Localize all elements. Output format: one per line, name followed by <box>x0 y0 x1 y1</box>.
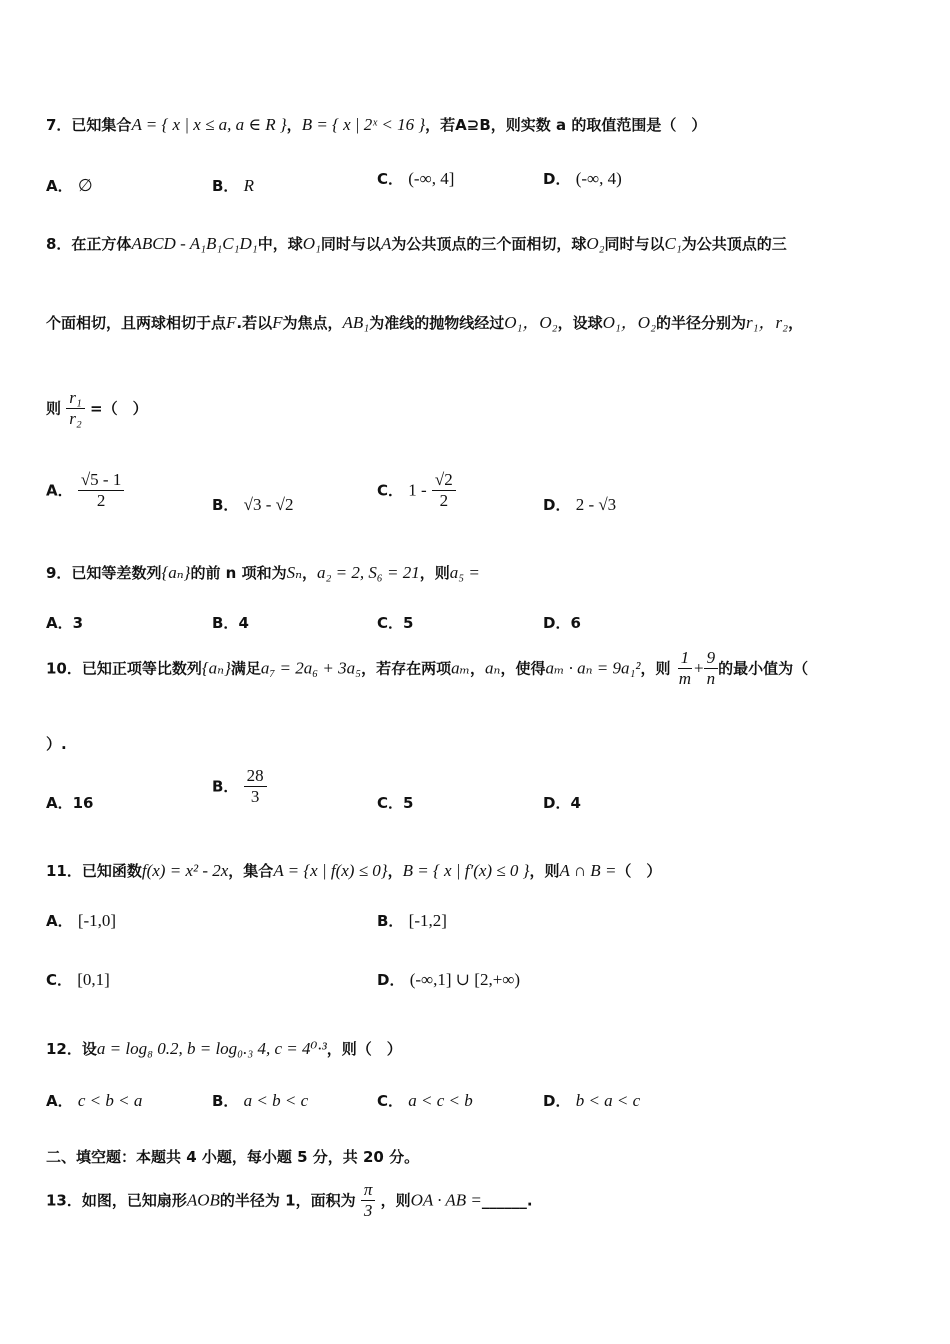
q10-stem-line1: 10．已知正项等比数列{aₙ}满足a₇ = 2a₆ + 3a₅，若存在两项aₘ，aₙ，使得aₘ · aₙ = 9a₁²，则 $\frac{1}{m}$ + $\frac{9}{n}$ 的最小值为（ <box>46 648 809 689</box>
q12-stem: 12．设a = log₈ 0.2, b = log₀.₃ 4, c = 4⁰·³，则（ ） <box>46 1039 402 1058</box>
q11-option-d[interactable]: D． (-∞,1] ∪ [2,+∞) <box>377 970 521 989</box>
q9-stem: 9．已知等差数列{aₙ}的前 n 项和为Sₙ，a₂ = 2, S₆ = 21，则a₅ = <box>46 563 480 582</box>
q8-option-a[interactable]: A． $\frac{√5 - 1}{2}$ <box>46 470 124 512</box>
q8-option-c[interactable]: C． 1 - $\frac{√2}{2}$ <box>377 470 456 512</box>
answer-blank[interactable]: ______ <box>481 1191 527 1210</box>
q10-fraction-9-over-n: $\frac{9}{n}$ <box>704 648 719 690</box>
q10-option-b[interactable]: B． $\frac{28}{3}$ <box>212 766 267 808</box>
q13-area-fraction: $\frac{\pi}{3}$ <box>361 1180 376 1222</box>
q11-option-b[interactable]: B． [-1,2] <box>377 911 447 930</box>
q9-option-c[interactable]: C．5 <box>377 614 414 632</box>
q8-stem-line3: 则 $\frac{\text{r₁}}{\text{r₂}}$ =（ ） <box>46 388 148 429</box>
q12-option-d[interactable]: D． b < a < c <box>543 1091 641 1110</box>
q11-option-a[interactable]: A． [-1,0] <box>46 911 117 930</box>
section-heading: 二、填空题：本题共 4 小题，每小题 5 分，共 20 分。 <box>46 1148 420 1166</box>
q7-option-d[interactable]: D． (-∞, 4) <box>543 169 622 188</box>
q8-option-d[interactable]: D． 2 - √3 <box>543 495 617 514</box>
q10-option-a[interactable]: A．16 <box>46 794 94 812</box>
q8-stem-line1: 8．在正方体ABCD - A₁B₁C₁D₁中，球O₁同时与以A为公共顶点的三个面相切，球O₂同时与以C₁为公共顶点的三 <box>46 234 787 253</box>
q9-option-b[interactable]: B．4 <box>212 614 249 632</box>
q12-option-c[interactable]: C． a < c < b <box>377 1091 473 1110</box>
q12-option-b[interactable]: B． a < b < c <box>212 1091 309 1110</box>
q7-option-c[interactable]: C． (-∞, 4] <box>377 169 455 188</box>
q8-stem-line2: 个面相切，且两球相切于点F.若以F为焦点，AB₁为准线的抛物线经过O₁，O₂，设球O₁，O₂的半径分别为r₁，r₂， <box>46 313 804 332</box>
q7-option-a[interactable]: A． ∅ <box>46 176 93 195</box>
q7-option-b[interactable]: B． R <box>212 176 255 195</box>
q10-option-c[interactable]: C．5 <box>377 794 414 812</box>
q9-option-d[interactable]: D．6 <box>543 614 581 632</box>
q8-ratio-fraction: $\frac{\text{r₁}}{\text{r₂}}$ <box>66 388 85 430</box>
q11-stem: 11．已知函数f(x) = x² - 2x，集合A = {x | f(x) ≤ 0}，B = { x | f′(x) ≤ 0 }，则A ∩ B =（ ） <box>46 861 662 880</box>
q10-fraction-1-over-m: $\frac{1}{m}$ <box>678 648 692 689</box>
q9-option-a[interactable]: A．3 <box>46 614 84 632</box>
q10-option-d[interactable]: D．4 <box>543 794 581 812</box>
q10-stem-line2: ）. <box>46 735 67 753</box>
q12-option-a[interactable]: A． c < b < a <box>46 1091 143 1110</box>
q13-stem: 13．如图，已知扇形AOB的半径为 1，面积为 $\frac{\pi}{3}$ ，则OA · AB =______. <box>46 1180 533 1221</box>
q11-option-c[interactable]: C． [0,1] <box>46 970 110 989</box>
q8-option-b[interactable]: B． √3 - √2 <box>212 495 294 514</box>
q7-stem: 7．已知集合A = { x | x ≤ a, a ∈ R }，B = { x | 2ˣ < 16 }，若A⊇B，则实数 a 的取值范围是（ ） <box>46 115 707 134</box>
